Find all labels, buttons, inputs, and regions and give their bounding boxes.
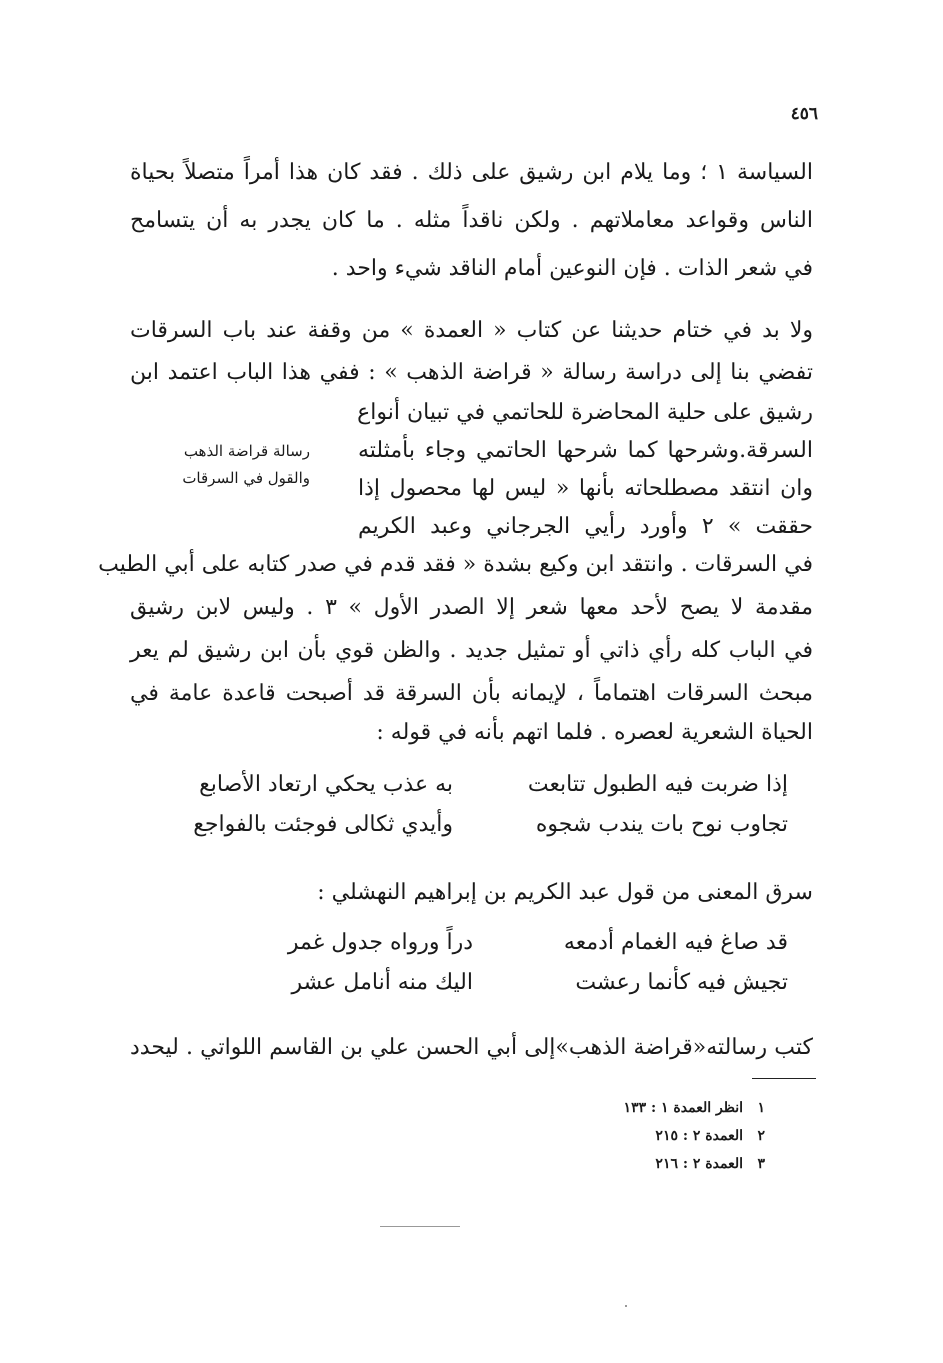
speck-mark [625,1305,627,1307]
margin-note-line-1: رسالة قراضة الذهب [183,442,310,460]
footnote-3-text: العمدة ٢ : ٢١٦ [655,1156,743,1172]
page-number: ٤٥٦ [790,104,818,124]
footnote-separator [752,1078,816,1079]
poem1-verse1-first-hemistich: إذا ضربت فيه الطبول تتابعت [527,772,788,797]
paragraph2-indented-line-3: وان انتقد مصطلحاته بأنها « ليس لها محصول إذا [358,476,813,501]
paragraph2-line-7: الحياة الشعرية لعصره . فلما اتهم بأنه في قوله : [376,720,813,745]
poem2-verse1-first-hemistich: قد صاغ فيه الغمام أدمعه [563,930,788,955]
paragraph2-line-4: مقدمة لا يصح لأحد معها شعر إلا الصدر الأول » ٣ . وليس لابن رشيق [130,595,813,620]
poem1-verse2-first-hemistich: تجاوب نوح بات يندب شجوه [535,812,788,837]
margin-note-line-2: والقول في السرقات [182,469,310,487]
bottom-divider [380,1226,460,1227]
footnote-2-text: العمدة ٢ : ٢١٥ [655,1128,743,1144]
poem2-verse2-second-hemistich: اليك منه أنامل عشر [291,970,473,995]
line-after-poem1: سرق المعنى من قول عبد الكريم بن إبراهيم النهشلي : [317,880,813,905]
footnote-2-number: ٢ [757,1128,765,1144]
paragraph1-line-2: الناس وقواعد معاملاتهم . ولكن ناقداً مثله . ما كان يجدر به أن يتسامح [130,208,813,233]
poem2-verse2-first-hemistich: تجيش فيه كأنما رعشت [575,970,788,995]
footnote-1-text: انظر العمدة ١ : ١٣٣ [623,1100,743,1116]
paragraph2-line-6: مبحث السرقات اهتماماً ، لإيمانه بأن السرقة قد أصبحت قاعدة عامة في [130,681,813,706]
footnote-3-number: ٣ [757,1156,765,1172]
footnote-2 [655,1128,765,1144]
paragraph1-line-3: في شعر الذات . فإن النوعين أمام الناقد شيء واحد . [331,256,813,281]
poem1-verse2-second-hemistich: وأيدي ثكالى فوجئت بالفواجع [193,812,453,837]
paragraph2-line-1: ولا بد في ختام حديثنا عن كتاب « العمدة » من وقفة عند باب السرقات [130,318,813,343]
paragraph2-indented-line-2: السرقة.وشرحها كما شرحها الحاتمي وجاء بأمثلته [358,438,813,463]
poem1-verse1-second-hemistich: به عذب يحكي ارتعاد الأصابع [199,772,453,797]
last-line: كتب رسالته«قراضة الذهب»إلى أبي الحسن علي بن القاسم اللواتي . ليحدد [130,1035,813,1060]
paragraph1-line-1: السياسة ١ ؛ وما يلام ابن رشيق على ذلك . فقد كان هذا أمراً متصلاً بحياة [130,160,813,185]
paragraph2-line-3: في السرقات . وانتقد ابن وكيع بشدة « فقد قدم في صدر كتابه على أبي الطيب [98,552,813,577]
footnote-1 [624,1100,765,1116]
paragraph2-line-5: في الباب كله رأي ذاتي أو تمثيل جديد . والظن قوي بأن ابن رشيق لم يعر [130,638,813,663]
footnote-1-number: ١ [757,1100,765,1116]
paragraph2-indented-line-4: حققت » ٢ وأورد رأيي الجرجاني وعبد الكريم [358,514,814,539]
poem2-verse1-second-hemistich: دراً ورواه جدول غمر [287,930,473,955]
paragraph2-indented-line-1: رشيق على حلية المحاضرة للحاتمي في تبيان أنواع [357,400,813,425]
paragraph2-line-2: تفضي بنا إلى دراسة رسالة « قراضة الذهب » : ففي هذا الباب اعتمد ابن [130,360,813,385]
footnote-3 [655,1156,765,1172]
